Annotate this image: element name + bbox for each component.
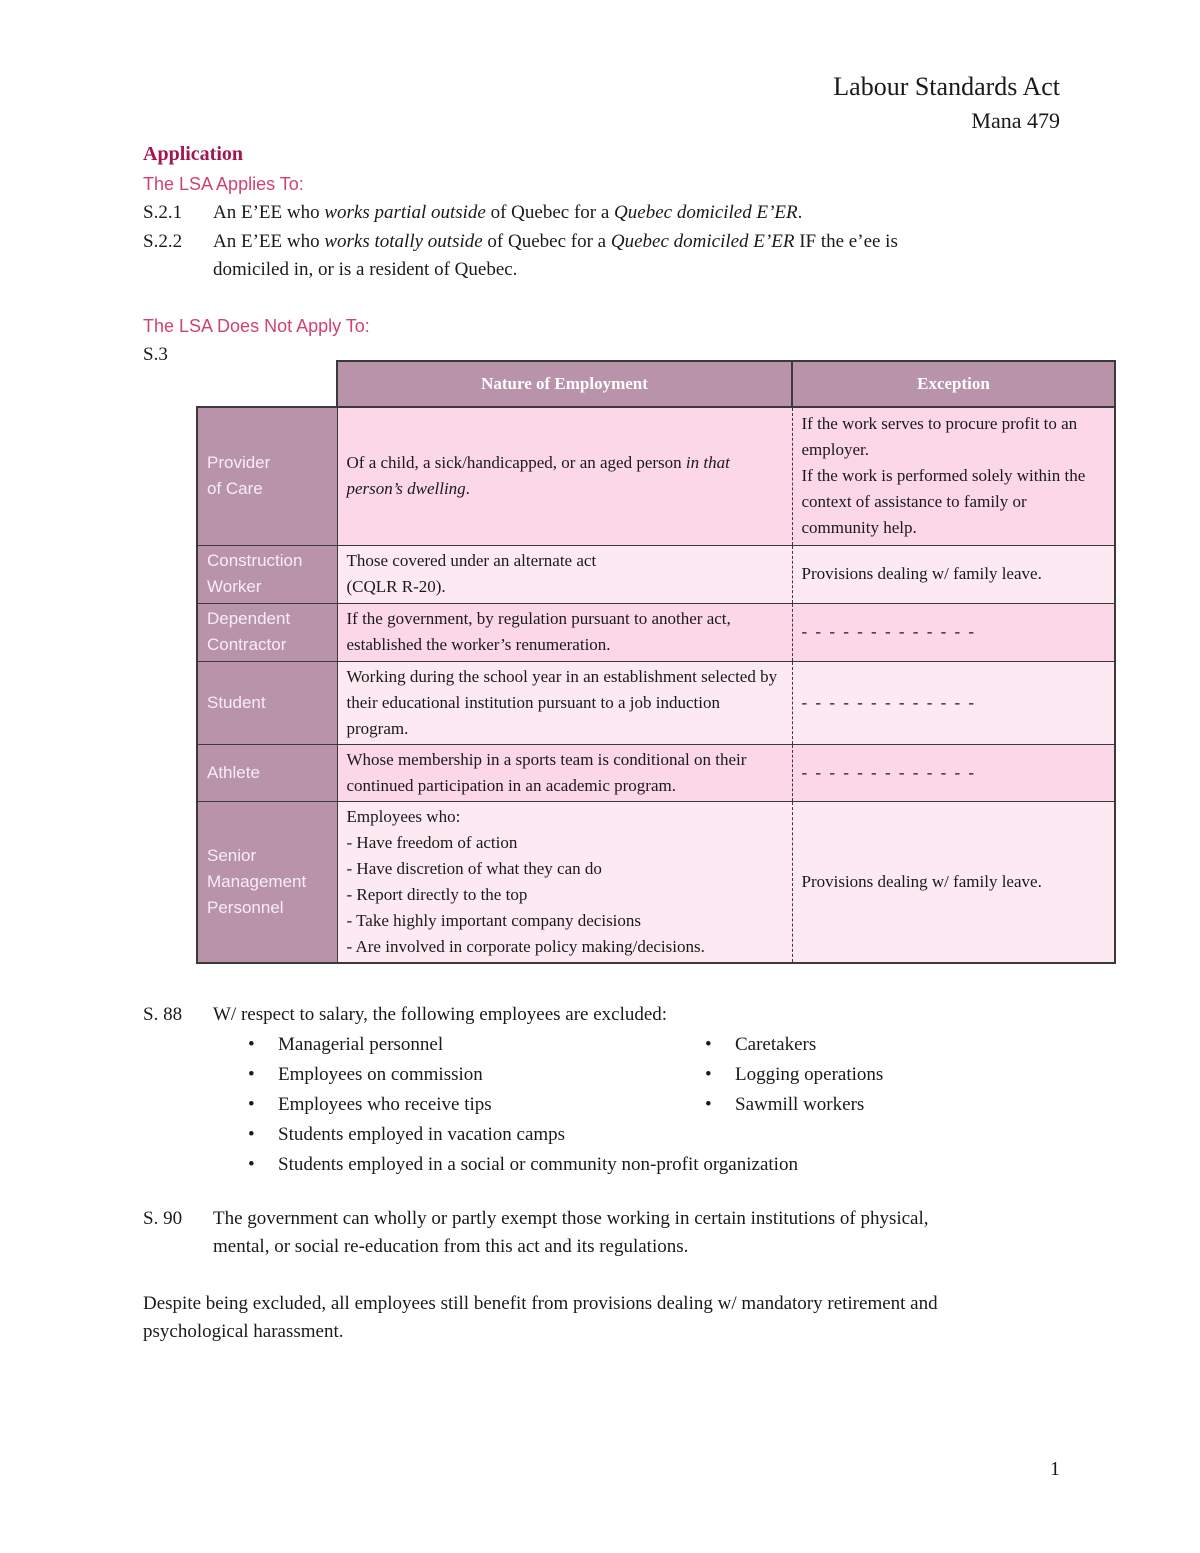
list-item: - Are involved in corporate policy making/decisions. — [347, 934, 783, 960]
column-header-exception: Exception — [792, 361, 1115, 407]
exception-cell: Provisions dealing w/ family leave. — [792, 545, 1115, 603]
exception-cell: If the work serves to procure profit to an employer. If the work is performed solely within the context of assistance to family or community help. — [792, 407, 1115, 545]
table-row — [197, 744, 1115, 801]
row-header-dependent-contractor: Dependent Contractor — [197, 603, 337, 661]
section-label-s3: S.3 — [143, 344, 168, 365]
closing-line-2: psychological harassment. — [143, 1321, 344, 1342]
table-row — [197, 661, 1115, 744]
section-s90: S. 90 The government can wholly or partly exempt those working in certain institutions of physical, — [143, 1205, 929, 1233]
row-header-provider-of-care: Provider of Care — [197, 407, 337, 545]
clause-label: S.2.1 — [143, 202, 183, 223]
section-label: S. 88 — [143, 1004, 183, 1025]
list-item: - Have freedom of action — [347, 830, 783, 856]
list-item: • Managerial personnel • Caretakers — [248, 1034, 817, 1055]
nature-cell: Whose membership in a sports team is conditional on their continued participation in an academic program. — [337, 744, 792, 801]
list-item: • Students employed in vacation camps — [248, 1124, 566, 1145]
section-s88 — [143, 1000, 1103, 1180]
section-label: S. 90 — [143, 1208, 183, 1229]
table-row — [197, 801, 1115, 963]
list-item: • Students employed in a social or community non-profit organization — [248, 1154, 798, 1175]
column-header-nature: Nature of Employment — [337, 361, 792, 407]
s90-continuation: mental, or social re-education from this act and its regulations. — [213, 1236, 689, 1257]
closing-line-1: Despite being excluded, all employees still benefit from provisions dealing w/ mandatory retirement and — [143, 1293, 938, 1314]
s88-intro: W/ respect to salary, the following employees are excluded: — [213, 1004, 668, 1025]
table-row — [197, 545, 1115, 603]
exception-cell: - - - - - - - - - - - - - — [792, 744, 1115, 801]
nature-cell: Working during the school year in an establishment selected by their educational institution pursuant to a job induction program. — [337, 661, 792, 744]
row-header-athlete: Athlete — [197, 744, 337, 801]
row-header-construction-worker: Construction Worker — [197, 545, 337, 603]
nature-cell: Those covered under an alternate act (CQLR R-20). — [337, 545, 792, 603]
clause-s2-2-continuation: domiciled in, or is a resident of Quebec. — [213, 259, 518, 280]
not-apply-heading: The LSA Does Not Apply To: — [143, 316, 370, 336]
table-row — [197, 407, 1115, 545]
list-item: • Employees on commission • Logging operations — [248, 1064, 884, 1085]
applies-heading: The LSA Applies To: — [143, 174, 304, 194]
list-item: - Have discretion of what they can do — [347, 856, 783, 882]
clause-label: S.2.2 — [143, 231, 183, 252]
list-item: • Employees who receive tips • Sawmill workers — [248, 1094, 865, 1115]
clause-s2-2: S.2.2 An E’EE who works totally outside of Quebec for a Quebec domiciled E’ER IF the e’ee is — [143, 228, 898, 256]
course-code: Mana 479 — [971, 108, 1060, 133]
section-title-application: Application — [143, 143, 244, 165]
clause-s2-1: S.2.1 An E’EE who works partial outside of Quebec for a Quebec domiciled E’ER. — [143, 199, 802, 227]
table-row — [197, 603, 1115, 661]
document-title: Labour Standards Act — [833, 72, 1060, 101]
row-header-senior-management: Senior Management Personnel — [197, 801, 337, 963]
page-number: 1 — [1050, 1458, 1060, 1480]
list-item: - Report directly to the top — [347, 882, 783, 908]
list-item: - Take highly important company decisions — [347, 908, 783, 934]
exception-cell: - - - - - - - - - - - - - — [792, 603, 1115, 661]
nature-cell: Employees who: - Have freedom of action - Have discretion of what they can do - Report directly to the top - Take highly important company decisions - Are involved in corporate policy making/decisions. — [337, 801, 792, 963]
row-header-student: Student — [197, 661, 337, 744]
exclusions-table — [196, 360, 1116, 964]
nature-cell: Of a child, a sick/handicapped, or an aged person in that person’s dwelling. — [337, 407, 792, 545]
nature-cell: If the government, by regulation pursuant to another act, established the worker’s renumeration. — [337, 603, 792, 661]
duties-list — [347, 830, 783, 960]
table-header-row — [197, 361, 1115, 407]
exception-cell: - - - - - - - - - - - - - — [792, 661, 1115, 744]
exception-cell: Provisions dealing w/ family leave. — [792, 801, 1115, 963]
